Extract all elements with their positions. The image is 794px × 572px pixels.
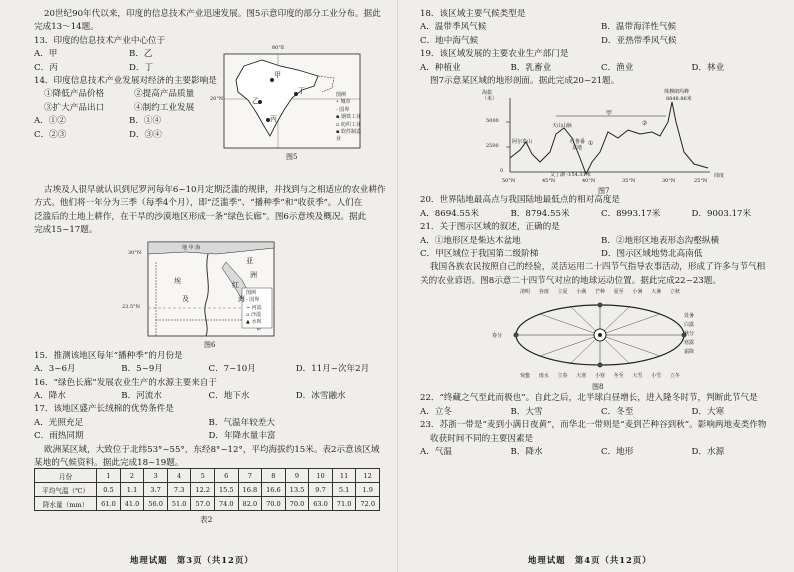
term-label: 惊蛰: [520, 373, 531, 380]
fig5-legend-steel: 钢铁工业: [340, 114, 361, 121]
fig6-lat-23-5: 23.5°N: [122, 303, 141, 310]
table-cell: 72.0: [356, 497, 380, 511]
term-label: 立冬: [669, 373, 680, 380]
term-label: 冬至: [613, 373, 624, 380]
fig5-lat-label: 20°N: [210, 96, 224, 102]
question-23-line1: 23．苏浙一带是“麦到小满日夜黄”，而华北一带则是“麦到芒种谷到秋”。影响两地麦类作物: [420, 420, 767, 431]
q14-option-d[interactable]: D．③④: [129, 129, 162, 140]
question-13: 13．印度的信息技术产业中心位于: [34, 35, 166, 46]
term-label: 立夏: [557, 289, 568, 296]
q14-item-2: ②提高产品质量: [134, 89, 195, 100]
q15-option-d[interactable]: D．11月~次年2月: [295, 364, 370, 375]
figure-7-container: [420, 88, 782, 194]
fig5-place-jia: 甲: [274, 71, 281, 79]
table-cell: 9: [285, 469, 309, 483]
fig8-term-chunfen: 春分: [492, 333, 503, 340]
fig5-lon-label: 80°E: [272, 45, 285, 51]
fig7-aiding-lake-label: 艾丁湖 -154.31米: [550, 172, 591, 179]
question-16: 16．“绿色长廊”发展农业生产的水源主要来自于: [34, 377, 218, 388]
q22-option-d[interactable]: D．大寒: [691, 406, 725, 417]
q19-options: [420, 62, 782, 75]
term-label: 大暑: [651, 289, 662, 296]
fig7-turpan-label: 吐鲁番: [570, 139, 586, 146]
term-label: 立春: [557, 373, 568, 380]
fig6-red-label-1: 红: [232, 280, 239, 289]
table-cell: 3.7: [144, 483, 168, 497]
fig7-ytick-5000: 5000: [486, 118, 499, 125]
figure-6-egypt-map: [122, 240, 276, 350]
q15-option-a[interactable]: A．3~6月: [34, 364, 76, 375]
table-cell: 1: [97, 469, 121, 483]
fig7-xtick-25n: 25°N: [694, 178, 708, 185]
q13-option-d[interactable]: D．丁: [129, 62, 154, 73]
question-15: 15．推测该地区每年“播种季”的月份是: [34, 350, 183, 361]
city-dot-icon: •: [336, 99, 341, 106]
q14-options-row2: [34, 129, 224, 142]
q13-option-c[interactable]: C．丙: [34, 62, 58, 73]
fig7-ytick-2500: 2500: [486, 143, 499, 150]
river-icon: ~: [246, 304, 252, 311]
table-cell: 2: [120, 469, 144, 483]
fig6-legend-dam: 水坝: [251, 319, 262, 326]
fig7-peak-height: 8848.86米: [666, 96, 692, 103]
fig6-egypt-label-2: 及: [182, 294, 189, 303]
term-label: 寒露: [684, 340, 695, 347]
q20-options: [420, 208, 782, 221]
intro-18-19-line1: 欧洲某区域，大致位于北纬53°~55°，东经8°~12°，平均海拔约15米。表2示意该区域: [44, 444, 380, 455]
fig5-legend-city: 城市: [340, 99, 351, 106]
term-label: 白露: [684, 322, 695, 329]
fig5-caption: 图5: [286, 153, 298, 161]
terrain-profile-svg: [480, 92, 730, 180]
q15-option-b[interactable]: B．5~9月: [121, 364, 163, 375]
fig7-altai-label: 阿尔泰山: [512, 139, 533, 146]
table-cell: 16.6: [262, 483, 286, 497]
q23-option-c[interactable]: C．地形: [601, 446, 634, 457]
q13-option-a[interactable]: A．甲: [34, 49, 58, 60]
table-cell: 7: [238, 469, 262, 483]
table-cell: 16.8: [238, 483, 262, 497]
q16-options: [34, 390, 383, 403]
q21-options-row2: [420, 248, 782, 261]
q20-option-d[interactable]: D．9003.17米: [691, 208, 752, 219]
question-20: 20．世界陆地最高点与我国陆地最低点的相对高度是: [420, 195, 620, 206]
table-cell: 1.1: [120, 483, 144, 497]
term-label: 大雪: [632, 373, 643, 380]
intro-15-17-line2: 方式。他们将一年分为三季（每季4个月），即“泛滥季”、“播种季”和“收获季”。人们在: [34, 198, 363, 209]
table-cell: 10: [309, 469, 333, 483]
term-label: 处暑: [684, 313, 695, 320]
fig7-xtick-50n: 50°N: [502, 178, 516, 185]
q23-option-b[interactable]: B．降水: [510, 446, 543, 457]
term-label: 芒种: [594, 289, 605, 296]
q19-option-d[interactable]: D．林业: [691, 62, 725, 73]
fig7-region-two: ②: [642, 120, 648, 128]
q21-option-d[interactable]: D．图示区域地势北高南低: [601, 249, 703, 260]
q14-options: [34, 115, 224, 128]
q19-option-a[interactable]: A．种植业: [420, 62, 461, 73]
table-cell: 13.5: [285, 483, 309, 497]
figure-5-india-map: [210, 45, 362, 162]
fig6-lat-30: 30°N: [128, 249, 142, 256]
textile-icon: ▫: [336, 121, 341, 128]
term-label: 夏至: [613, 289, 624, 296]
table-2-climate: [34, 468, 380, 511]
dam-icon: ▲: [246, 319, 252, 326]
q20-option-a[interactable]: A．8694.55米: [420, 208, 479, 219]
q18-options-row1: [420, 21, 782, 34]
q23-option-d[interactable]: D．水源: [691, 446, 725, 457]
q21-option-c[interactable]: C．甲区域位于我国第二级阶梯: [420, 249, 539, 260]
table-header-temp: 平均气温（℃）: [35, 483, 97, 497]
term-label: 小暑: [632, 289, 643, 296]
fig6-legend-river: 河流: [251, 304, 262, 311]
q18-option-d[interactable]: D．亚热带季风气候: [601, 35, 677, 46]
fig8-right-terms: [684, 312, 694, 357]
intro-22-23-line1: 我国各族农民按照自己的经验，灵活运用二十四节气指导农事活动，形成了许多与节气相: [430, 262, 766, 273]
intro-22-23-line2: 关的农业谚语。图8示意二十四节气对应的地球运动位置。据此完成22~23题。: [420, 275, 721, 286]
desert-icon: ▫: [246, 311, 251, 318]
term-label: 小寒: [594, 373, 605, 380]
fig6-egypt-label-1: 埃: [174, 276, 181, 285]
fig7-xtick-45n: 45°N: [542, 178, 556, 185]
q14-option-c[interactable]: C．②③: [34, 129, 67, 140]
table-cell: 1.9: [356, 483, 380, 497]
table-cell: 6: [215, 469, 239, 483]
q21-option-b[interactable]: B．②地形区地表形态沟壑纵横: [601, 235, 720, 246]
table-cell: 11: [332, 469, 356, 483]
fig6-legend: [246, 290, 262, 327]
table-cell: 12: [356, 469, 380, 483]
intro-15-17-line4: 完成15~17题。: [34, 225, 98, 236]
q18-option-b[interactable]: B．温带海洋性气候: [601, 22, 677, 33]
fig8-bottom-terms: [520, 372, 680, 379]
question-18: 18．该区域主要气候类型是: [420, 9, 526, 19]
fig7-tianshan-label: 天山山脉: [552, 123, 573, 130]
term-label: 小雪: [651, 373, 662, 380]
fig6-red-label-2: 海: [238, 294, 245, 303]
q17-options-row2: [34, 430, 383, 443]
q14-item-1: ①降低产品价格: [44, 89, 105, 100]
figure-7-terrain-profile: [480, 89, 730, 196]
table-2-caption: 表2: [200, 515, 213, 524]
question-14: 14．印度信息技术产业发展对经济的主要影响是: [34, 76, 217, 87]
term-label: 谷雨: [538, 289, 549, 296]
term-label: 秋分: [684, 331, 695, 338]
q19-option-c[interactable]: C．渔业: [601, 62, 634, 73]
question-22: 22．“终藏之气至此而极也”。自此之后，北半球白昼增长，进入隆冬时节，判断此节气是: [420, 393, 758, 404]
table-cell: 57.0: [191, 497, 215, 511]
q15-options: [34, 363, 383, 376]
border-icon: -: [246, 297, 250, 304]
q19-option-b[interactable]: B．乳畜业: [510, 62, 552, 73]
q13-option-b[interactable]: B．乙: [129, 49, 153, 60]
table-cell: 70.0: [262, 497, 286, 511]
page-4-footer: 地理试题 第4页（共12页）: [528, 555, 652, 565]
fig5-legend-title: 图例: [336, 92, 347, 98]
table-cell: 61.0: [97, 497, 121, 511]
fig7-region-jia: 甲: [606, 110, 613, 118]
q18-option-c[interactable]: C．地中海气候: [420, 35, 479, 46]
page-4: [397, 0, 794, 572]
orbit-svg: [500, 292, 700, 378]
fig7-xtick-30n: 30°N: [662, 178, 676, 185]
table-cell: 74.0: [215, 497, 239, 511]
fig7-ytick-0: 0: [500, 168, 504, 175]
fig8-caption: 图8: [592, 383, 604, 392]
q14-item-4: ④制约工业发展: [134, 102, 195, 113]
question-21: 21．关于图示区域的叙述，正确的是: [420, 222, 560, 233]
table-row-month: [35, 469, 380, 483]
table-row-temperature: [35, 483, 380, 497]
fig5-legend-textile: 纺织工业: [340, 121, 361, 128]
table-cell: 70.0: [285, 497, 309, 511]
software-icon: ▪: [336, 129, 341, 136]
table-cell: 82.0: [238, 497, 262, 511]
q14-items-row2: [34, 102, 224, 115]
q23-option-a[interactable]: A．气温: [420, 446, 452, 457]
question-17: 17．该地区盛产长绒棉的优势条件是: [34, 404, 174, 415]
q14-item-3: ③扩大产品出口: [44, 102, 105, 113]
figure-8-solar-terms-orbit: [492, 289, 700, 392]
table-cell: 56.0: [144, 497, 168, 511]
q17-option-a[interactable]: A．光照充足: [34, 417, 84, 428]
table-cell: 51.0: [167, 497, 191, 511]
q21-options-row1: [420, 235, 782, 248]
table-cell: 9.7: [309, 483, 333, 497]
question-19: 19．该区域发展的主要农业生产部门是: [420, 49, 569, 60]
q17-option-c[interactable]: C．雨热同期: [34, 431, 84, 442]
table-cell: 8: [262, 469, 286, 483]
table-cell: 5: [191, 469, 215, 483]
question-23-line2: 收获时间不同的主要因素是: [430, 433, 534, 444]
term-label: 清明: [520, 289, 531, 296]
q21-option-a[interactable]: A．①地形区是柴达木盆地: [420, 235, 521, 246]
fig5-legend: [336, 92, 362, 144]
intro-13-14-line1: 20世纪90年代以来，印度的信息技术产业迅速发展。图5示意印度的部分工业分布。据此: [44, 9, 381, 19]
table-cell: 0.5: [97, 483, 121, 497]
q14-items: [34, 88, 224, 101]
term-label: 雨水: [538, 373, 549, 380]
fig6-asia-label: 亚: [246, 256, 253, 265]
intro-15-17-line3: 泛滥后的土地上耕作，在干旱的沙漠地区形成一条“绿色长廊”。图6示意埃及概况。据此: [34, 211, 367, 222]
term-label: 霜降: [684, 349, 695, 356]
intro-15-17-line1: 古埃及人很早就认识到尼罗河每年6~10月定期泛滥的规律，并找到与之相适应的农业耕作: [44, 185, 386, 196]
steel-icon: ▪: [336, 114, 341, 121]
fig7-x-axis-label: 纬度: [714, 173, 725, 180]
q22-option-a[interactable]: A．立冬: [420, 406, 452, 417]
table-header-rain: 降水量（mm）: [35, 497, 97, 511]
table-cell: 7.3: [167, 483, 191, 497]
fig6-legend-desert: 沙漠: [250, 311, 261, 318]
q17-option-d[interactable]: D．年降水量丰富: [208, 431, 276, 442]
q17-option-b[interactable]: B．气温年较差大: [208, 417, 275, 428]
fig6-sea-label: 地 中 海: [182, 244, 201, 251]
fig5-legend-border: 国界: [339, 106, 350, 113]
fig5-place-yi: 乙: [252, 97, 259, 105]
term-label: 大寒: [576, 373, 587, 380]
fig5-place-bing: 丙: [270, 115, 277, 123]
q22-option-b[interactable]: B．大雪: [510, 406, 543, 417]
intro-13-14-line2: 完成13～14题。: [34, 22, 99, 33]
fig7-caption: 图7: [598, 187, 610, 196]
intro-18-19-line2: 某地的气候资料。据此完成18~19题。: [34, 457, 184, 468]
q14-option-a[interactable]: A．①②: [34, 116, 66, 127]
fig6-legend-border: 国界: [249, 297, 260, 304]
q16-option-c[interactable]: C．地下水: [208, 390, 250, 401]
border-line-icon: -: [336, 106, 340, 113]
fig7-y-axis-label: 海拔（米）: [482, 90, 498, 103]
fig7-xtick-35n: 35°N: [622, 178, 636, 185]
table-cell: 15.5: [215, 483, 239, 497]
q17-options-row1: [34, 417, 383, 430]
figure-8-container: [420, 288, 782, 392]
q13-options-row2: [34, 62, 224, 75]
term-label: 小满: [576, 289, 587, 296]
table-header-month: 月份: [35, 469, 97, 483]
q13-options: [34, 48, 224, 61]
q20-option-b[interactable]: B．8794.55米: [510, 208, 570, 219]
fig6-zhou-label: 洲: [250, 270, 257, 279]
q22-options: [420, 406, 782, 419]
q23-options: [420, 446, 782, 459]
fig7-basin-label: 盆地: [572, 145, 583, 152]
q20-option-c[interactable]: C．8993.17米: [601, 208, 661, 219]
fig7-peak-label: 珠穆朗玛峰: [664, 89, 690, 96]
q16-option-d[interactable]: D．冰雪融水: [295, 390, 346, 401]
q16-option-a[interactable]: A．降水: [34, 390, 66, 401]
fig8-top-terms: [520, 288, 680, 295]
fig7-region-one: ①: [588, 140, 594, 148]
table-cell: 12.2: [191, 483, 215, 497]
figure-6-container: [34, 238, 383, 350]
q15-option-c[interactable]: C．7~10月: [208, 364, 256, 375]
table-cell: 63.0: [309, 497, 333, 511]
q18-options-row2: [420, 35, 782, 48]
fig7-xtick-40n: 40°N: [582, 178, 596, 185]
table-cell: 5.1: [332, 483, 356, 497]
fig6-caption: 图6: [204, 340, 216, 349]
intro-20-21: 图7示意某区域的地形剖面。据此完成20~21题。: [430, 76, 620, 87]
table-cell: 41.0: [120, 497, 144, 511]
table-row-rainfall: [35, 497, 380, 511]
q14-option-b[interactable]: B．①④: [129, 116, 162, 127]
table-cell: 71.0: [332, 497, 356, 511]
fig5-legend-software: 软件制造业: [336, 129, 361, 143]
fig6-legend-title: 图例: [246, 289, 257, 296]
table-cell: 3: [144, 469, 168, 483]
fig5-place-ding: 丁: [298, 87, 305, 95]
q18-option-a[interactable]: A．温带季风气候: [420, 22, 487, 33]
term-label: 立秋: [669, 289, 680, 296]
q22-option-c[interactable]: C．冬至: [601, 406, 634, 417]
q16-option-b[interactable]: B．河流水: [121, 390, 162, 401]
table-cell: 4: [167, 469, 191, 483]
page-3-footer: 地理试题 第3页（共12页）: [130, 555, 254, 565]
